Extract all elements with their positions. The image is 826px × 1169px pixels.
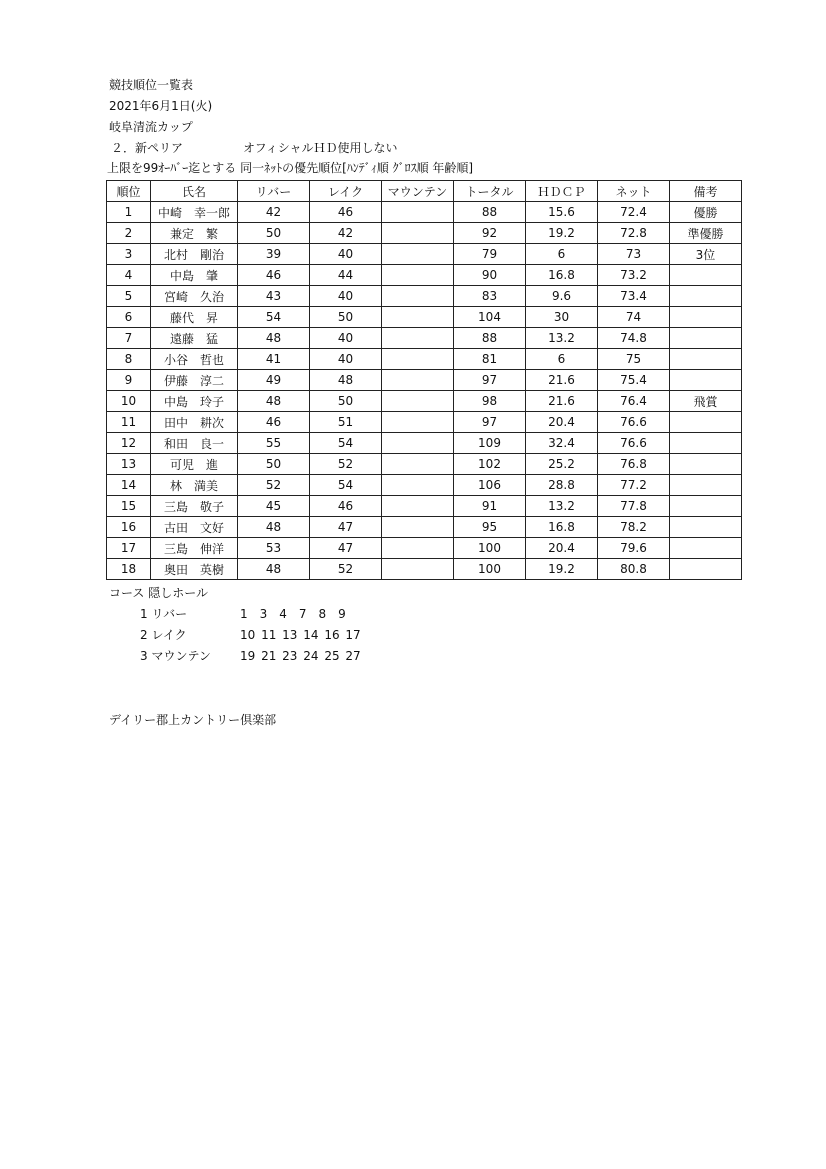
scoring-method-line [111, 141, 397, 156]
remarks-cell: 飛賞 [670, 391, 742, 412]
river-score-cell: 50 [238, 454, 310, 475]
net-cell: 75 [598, 349, 670, 370]
rank-cell: 11 [107, 412, 151, 433]
table-row [107, 412, 742, 433]
remarks-cell: 3位 [670, 244, 742, 265]
remarks-cell [670, 370, 742, 391]
name-cell: 田中 耕次 [151, 412, 238, 433]
remarks-cell [670, 433, 742, 454]
net-cell: 76.6 [598, 412, 670, 433]
lake-score-cell: 40 [310, 244, 382, 265]
mountain-score-cell [382, 391, 454, 412]
lake-score-cell: 54 [310, 475, 382, 496]
total-cell: 91 [454, 496, 526, 517]
table-row [107, 538, 742, 559]
hdcp-cell: 20.4 [526, 538, 598, 559]
rank-cell: 16 [107, 517, 151, 538]
table-row [107, 328, 742, 349]
net-cell: 74 [598, 307, 670, 328]
mountain-score-cell [382, 496, 454, 517]
remarks-cell [670, 286, 742, 307]
river-score-cell: 53 [238, 538, 310, 559]
mountain-score-cell [382, 328, 454, 349]
name-cell: 兼定 繁 [151, 223, 238, 244]
total-cell: 102 [454, 454, 526, 475]
river-score-cell: 41 [238, 349, 310, 370]
mountain-score-cell [382, 307, 454, 328]
lake-score-cell: 50 [310, 391, 382, 412]
mountain-score-cell [382, 433, 454, 454]
table-row [107, 496, 742, 517]
river-score-cell: 54 [238, 307, 310, 328]
river-score-cell: 45 [238, 496, 310, 517]
total-cell: 97 [454, 370, 526, 391]
rank-cell: 8 [107, 349, 151, 370]
mountain-score-cell [382, 286, 454, 307]
mountain-score-cell [382, 538, 454, 559]
table-row [107, 370, 742, 391]
river-score-cell: 48 [238, 559, 310, 580]
lake-score-cell: 47 [310, 517, 382, 538]
hidden-holes-title: コース 隠しホール [109, 586, 208, 600]
course-row [140, 607, 346, 622]
name-cell: 奥田 英樹 [151, 559, 238, 580]
remarks-cell [670, 517, 742, 538]
remarks-cell [670, 328, 742, 349]
total-cell: 88 [454, 202, 526, 223]
river-score-cell: 42 [238, 202, 310, 223]
river-score-cell: 55 [238, 433, 310, 454]
lake-score-cell: 46 [310, 496, 382, 517]
net-cell: 80.8 [598, 559, 670, 580]
lake-score-cell: 46 [310, 202, 382, 223]
rank-cell: 18 [107, 559, 151, 580]
table-row [107, 286, 742, 307]
table-row [107, 307, 742, 328]
table-row [107, 559, 742, 580]
column-header: 順位 [107, 181, 151, 202]
river-score-cell: 50 [238, 223, 310, 244]
column-header: ネット [598, 181, 670, 202]
total-cell: 95 [454, 517, 526, 538]
net-cell: 77.2 [598, 475, 670, 496]
rank-cell: 9 [107, 370, 151, 391]
total-cell: 81 [454, 349, 526, 370]
lake-score-cell: 40 [310, 328, 382, 349]
net-cell: 78.2 [598, 517, 670, 538]
hdcp-cell: 19.2 [526, 223, 598, 244]
document-title: 競技順位一覧表 [109, 78, 194, 92]
hdcp-cell: 21.6 [526, 391, 598, 412]
mountain-score-cell [382, 475, 454, 496]
hdcp-cell: 9.6 [526, 286, 598, 307]
course-holes: 19 21 23 24 25 27 [240, 649, 361, 663]
hdcp-cell: 19.2 [526, 559, 598, 580]
river-score-cell: 49 [238, 370, 310, 391]
net-cell: 72.4 [598, 202, 670, 223]
lake-score-cell: 51 [310, 412, 382, 433]
mountain-score-cell [382, 517, 454, 538]
column-header: リバー [238, 181, 310, 202]
mountain-score-cell [382, 244, 454, 265]
river-score-cell: 39 [238, 244, 310, 265]
hdcp-cell: 20.4 [526, 412, 598, 433]
hdcp-cell: 15.6 [526, 202, 598, 223]
name-cell: 中島 肇 [151, 265, 238, 286]
table-row [107, 391, 742, 412]
mountain-score-cell [382, 265, 454, 286]
table-header-row [107, 181, 742, 202]
total-cell: 106 [454, 475, 526, 496]
river-score-cell: 43 [238, 286, 310, 307]
lake-score-cell: 48 [310, 370, 382, 391]
course-row [140, 649, 361, 664]
name-cell: 遠藤 猛 [151, 328, 238, 349]
lake-score-cell: 44 [310, 265, 382, 286]
total-cell: 100 [454, 559, 526, 580]
hdcp-cell: 16.8 [526, 517, 598, 538]
name-cell: 伊藤 淳二 [151, 370, 238, 391]
rank-cell: 14 [107, 475, 151, 496]
net-cell: 74.8 [598, 328, 670, 349]
net-cell: 72.8 [598, 223, 670, 244]
course-name: 1 リバー [140, 607, 188, 621]
results-table [106, 180, 742, 580]
column-header: レイク [310, 181, 382, 202]
total-cell: 109 [454, 433, 526, 454]
net-cell: 77.8 [598, 496, 670, 517]
event-name: 岐阜清流カップ [109, 120, 193, 134]
rank-cell: 5 [107, 286, 151, 307]
table-row [107, 223, 742, 244]
lake-score-cell: 50 [310, 307, 382, 328]
hdcp-cell: 16.8 [526, 265, 598, 286]
river-score-cell: 48 [238, 328, 310, 349]
total-cell: 92 [454, 223, 526, 244]
name-cell: 林 満美 [151, 475, 238, 496]
results-table-body [107, 202, 742, 580]
course-holes: 1 3 4 7 8 9 [240, 607, 346, 621]
mountain-score-cell [382, 412, 454, 433]
hdcp-cell: 25.2 [526, 454, 598, 475]
table-row [107, 202, 742, 223]
river-score-cell: 48 [238, 517, 310, 538]
name-cell: 中崎 幸一郎 [151, 202, 238, 223]
total-cell: 104 [454, 307, 526, 328]
net-cell: 73.2 [598, 265, 670, 286]
rank-cell: 17 [107, 538, 151, 559]
lake-score-cell: 40 [310, 286, 382, 307]
competition-date: 2021年6月1日(火) [109, 99, 213, 113]
table-row [107, 244, 742, 265]
column-header: 備考 [670, 181, 742, 202]
total-cell: 79 [454, 244, 526, 265]
remarks-cell [670, 265, 742, 286]
total-cell: 88 [454, 328, 526, 349]
hdcp-cell: 21.6 [526, 370, 598, 391]
name-cell: 三島 敬子 [151, 496, 238, 517]
remarks-cell: 優勝 [670, 202, 742, 223]
net-cell: 76.6 [598, 433, 670, 454]
net-cell: 76.8 [598, 454, 670, 475]
remarks-cell [670, 412, 742, 433]
table-row [107, 265, 742, 286]
mountain-score-cell [382, 202, 454, 223]
column-header: 氏名 [151, 181, 238, 202]
net-cell: 73 [598, 244, 670, 265]
net-cell: 73.4 [598, 286, 670, 307]
table-row [107, 349, 742, 370]
mountain-score-cell [382, 454, 454, 475]
club-name: デイリー郡上カントリー倶楽部 [109, 713, 277, 727]
lake-score-cell: 52 [310, 454, 382, 475]
total-cell: 97 [454, 412, 526, 433]
lake-score-cell: 42 [310, 223, 382, 244]
remarks-cell [670, 475, 742, 496]
course-holes: 10 11 13 14 16 17 [240, 628, 361, 642]
tiebreak-rule: 上限を99ｵｰﾊﾞｰ迄とする 同一ﾈｯﾄの優先順位[ﾊﾝﾃﾞｨ順 ｸﾞﾛｽ順 年齢順] [107, 161, 474, 175]
name-cell: 中島 玲子 [151, 391, 238, 412]
total-cell: 98 [454, 391, 526, 412]
name-cell: 宮崎 久治 [151, 286, 238, 307]
remarks-cell [670, 349, 742, 370]
table-row [107, 475, 742, 496]
column-header: マウンテン [382, 181, 454, 202]
rank-cell: 12 [107, 433, 151, 454]
lake-score-cell: 54 [310, 433, 382, 454]
course-name: 3 マウンテン [140, 649, 211, 663]
rank-cell: 2 [107, 223, 151, 244]
river-score-cell: 46 [238, 265, 310, 286]
net-cell: 76.4 [598, 391, 670, 412]
net-cell: 75.4 [598, 370, 670, 391]
name-cell: 藤代 昇 [151, 307, 238, 328]
hdcp-cell: 6 [526, 244, 598, 265]
scoring-method: ２．新ペリア [111, 141, 184, 155]
rank-cell: 15 [107, 496, 151, 517]
hdcp-cell: 13.2 [526, 328, 598, 349]
mountain-score-cell [382, 559, 454, 580]
remarks-cell [670, 559, 742, 580]
total-cell: 100 [454, 538, 526, 559]
rank-cell: 13 [107, 454, 151, 475]
mountain-score-cell [382, 349, 454, 370]
river-score-cell: 48 [238, 391, 310, 412]
rank-cell: 6 [107, 307, 151, 328]
name-cell: 可児 進 [151, 454, 238, 475]
rank-cell: 7 [107, 328, 151, 349]
mountain-score-cell [382, 223, 454, 244]
lake-score-cell: 47 [310, 538, 382, 559]
hdcp-cell: 6 [526, 349, 598, 370]
total-cell: 83 [454, 286, 526, 307]
remarks-cell: 準優勝 [670, 223, 742, 244]
name-cell: 和田 良一 [151, 433, 238, 454]
net-cell: 79.6 [598, 538, 670, 559]
table-row [107, 433, 742, 454]
column-header: ＨＤＣＰ [526, 181, 598, 202]
total-cell: 90 [454, 265, 526, 286]
rank-cell: 3 [107, 244, 151, 265]
rank-cell: 10 [107, 391, 151, 412]
rank-cell: 4 [107, 265, 151, 286]
column-header: トータル [454, 181, 526, 202]
river-score-cell: 52 [238, 475, 310, 496]
table-row [107, 454, 742, 475]
name-cell: 三島 伸洋 [151, 538, 238, 559]
name-cell: 北村 剛治 [151, 244, 238, 265]
rank-cell: 1 [107, 202, 151, 223]
name-cell: 小谷 哲也 [151, 349, 238, 370]
mountain-score-cell [382, 370, 454, 391]
hdcp-cell: 32.4 [526, 433, 598, 454]
remarks-cell [670, 496, 742, 517]
river-score-cell: 46 [238, 412, 310, 433]
hdcp-cell: 30 [526, 307, 598, 328]
hdcp-cell: 28.8 [526, 475, 598, 496]
remarks-cell [670, 538, 742, 559]
table-row [107, 517, 742, 538]
course-row [140, 628, 361, 643]
handicap-note: オフィシャルＨＤ使用しない [243, 141, 398, 155]
remarks-cell [670, 454, 742, 475]
name-cell: 古田 文好 [151, 517, 238, 538]
hdcp-cell: 13.2 [526, 496, 598, 517]
lake-score-cell: 52 [310, 559, 382, 580]
lake-score-cell: 40 [310, 349, 382, 370]
remarks-cell [670, 307, 742, 328]
course-name: 2 レイク [140, 628, 187, 642]
